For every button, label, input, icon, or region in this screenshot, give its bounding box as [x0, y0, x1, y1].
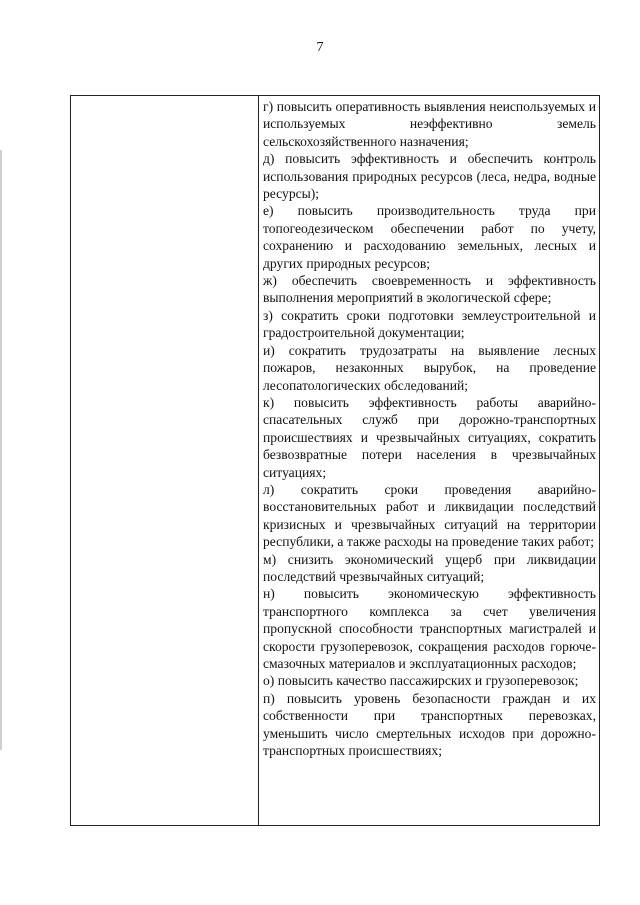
list-item-g: г) повысить оперативность выявления неиспользуемых и используемых неэффективно земель сельскохозяйственного назначения;	[263, 99, 596, 149]
list-item-n: н) повысить экономическую эффективность транспортного комплекса за счет увеличения пропускной способности транспортных магистралей и скорости грузоперевозок, сокращения расходов горюче-смазочных материалов и эксплуатационных расходов;	[263, 586, 596, 671]
page-number: 7	[316, 40, 324, 55]
list-item-z: з) сократить сроки подготовки землеустроительной и градостроительной документации;	[263, 307, 596, 341]
list-item-e: е) повысить производительность труда при топогеодезическом обеспечении работ по учету, сохранению и расходованию земельных, лесных и других природных ресурсов;	[263, 203, 596, 271]
document-table	[70, 95, 600, 826]
list-item-d: д) повысить эффективность и обеспечить контроль использования природных ресурсов (леса, недра, водные ресурсы);	[263, 151, 596, 202]
list-item-i: и) сократить трудозатраты на выявление лесных пожаров, незаконных вырубок, на проведение лесопатологических обследований;	[263, 342, 596, 393]
list-item-l: л) сократить сроки проведения аварийно-восстановительных работ и ликвидации последствий кризисных и чрезвычайных ситуаций на территории республики, а также расходы на проведение таких работ;	[263, 481, 596, 550]
list-item-o: о) повысить качество пассажирских и грузоперевозок;	[263, 673, 579, 689]
list-item-k: к) повысить эффективность работы аварийно-спасательных служб при дорожно-транспортных происшествиях и чрезвычайных ситуациях, сократить безвозвратные потери населения в чрезвычайных ситуациях;	[263, 394, 596, 480]
list-item-m: м) снизить экономический ущерб при ликвидации последствий чрезвычайных ситуаций;	[263, 551, 596, 584]
table-left-cell	[71, 96, 259, 825]
scan-edge-mark	[0, 150, 2, 750]
table-right-cell	[263, 98, 596, 759]
list-item-zh: ж) обеспечить своевременность и эффективность выполнения мероприятий в экологической сфере;	[263, 273, 596, 306]
list-item-p: п) повысить уровень безопасности граждан и их собственности при транспортных перевозках, уменьшить число смертельных исходов при дорожно-транспортных происшествиях;	[263, 690, 596, 759]
